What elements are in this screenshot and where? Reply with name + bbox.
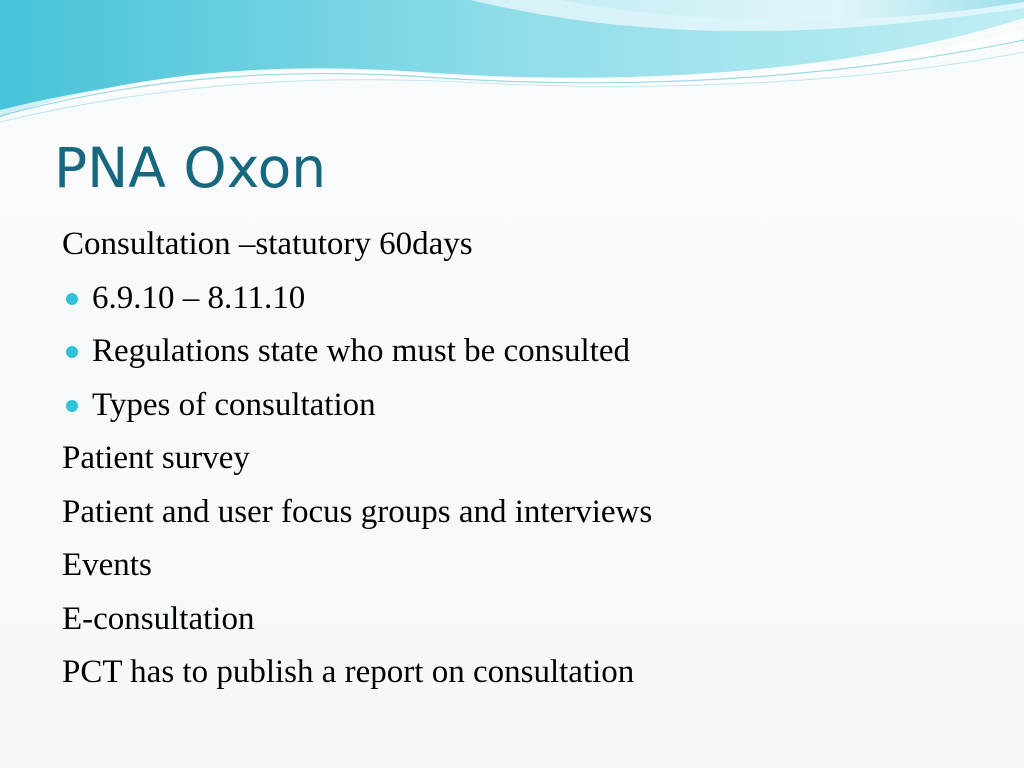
bullet-item [62, 272, 1002, 326]
text-line [62, 593, 1002, 647]
line-text: Patient and user focus groups and interviews [62, 493, 653, 530]
text-line [62, 218, 1002, 272]
line-text: Consultation –statutory 60days [62, 226, 473, 262]
line-text: Types of consultation [92, 386, 376, 423]
text-line [62, 539, 1002, 593]
bullet-dot-icon [66, 400, 78, 412]
bullet-dot-icon [66, 346, 78, 358]
text-line [62, 432, 1002, 486]
bullet-item [62, 379, 1002, 433]
slide-body [62, 218, 1002, 700]
header-wave-decoration [0, 0, 1024, 130]
line-text: Patient survey [62, 440, 250, 476]
line-text: 6.9.10 – 8.11.10 [92, 279, 306, 316]
line-text: PCT has to publish a report on consultation [62, 654, 635, 690]
bullet-dot-icon [66, 293, 78, 305]
text-line [62, 486, 1002, 540]
slide-title: PNA Oxon [54, 136, 327, 200]
text-line [62, 646, 1002, 700]
line-text: E-consultation [62, 600, 255, 637]
line-text: Regulations state who must be consulted [92, 333, 631, 369]
line-text: Events [62, 547, 152, 583]
bullet-item [62, 325, 1002, 379]
